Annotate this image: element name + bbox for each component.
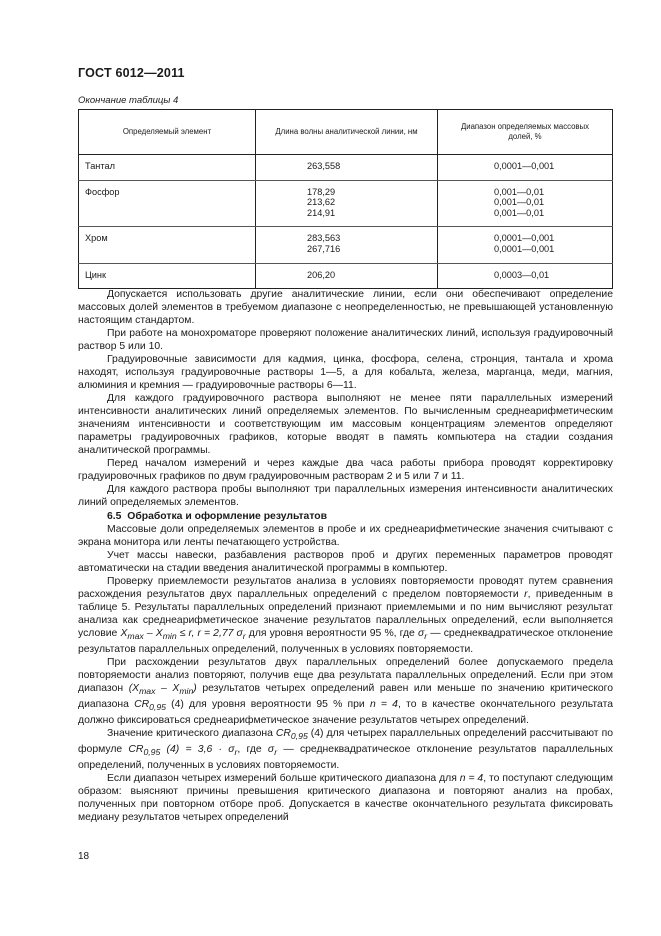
wavelength-value: 263,558: [307, 161, 341, 171]
section-number: 6.5: [107, 511, 122, 522]
wavelength-value: 283,563: [307, 233, 341, 244]
table-row: [79, 263, 613, 289]
column-header-element: Определяемый элемент: [79, 110, 256, 155]
element-name: Цинк: [85, 269, 107, 280]
math-n: n = 4: [369, 699, 398, 711]
document-body: [78, 288, 613, 824]
wavelength-value: 213,62: [307, 197, 336, 208]
paragraph-repeatability: Проверку приемлемости результатов анализа в условиях повторяемости проводят путем сравнения расхождения результатов двух параллельных определений с пределом повторяемости r, приведенным в таблице 5. Результаты параллельных определений признают приемлемыми и по ним вычисляют результат анализа как среднеарифметическое значение результатов параллельных определений, если выполняется условие $X_{max} - X_{min} \le r$, r = 2,77 $\sigma_r$ для уровня вероятности 95 %, где $\sigma_r$ — среднеквадратическое отклонение результатов параллельных определений, полученных в условиях повторяемости.: [78, 576, 614, 656]
page-number: 18: [78, 851, 90, 862]
wavelength-value: 206,20: [307, 269, 336, 280]
math-cr: $CR_{0,95}$: [134, 699, 166, 713]
range-value: 0,0001—0,001: [494, 233, 555, 244]
document-header: ГОСТ 6012—2011: [78, 66, 185, 80]
wavelength-value: 214,91: [307, 207, 336, 218]
element-name: Тантал: [85, 161, 115, 171]
range-value: 0,001—0,01: [494, 197, 545, 208]
paragraph: Перед началом измерений и через каждые два часа работы прибора проводят корректировку градуировочных графиков по двум градуировочным растворам 2 и 5 или 7 и 11.: [78, 458, 613, 482]
element-name: Фосфор: [85, 186, 120, 197]
paragraph-discrepancy: При расхождении результатов двух параллельных определений более допускаемого предела повторяемости анализ повторяют, получив еще два результата параллельных определений. Если при этом диапазон $(X_{max} - X_{min})$ результатов четырех определений равен или меньше по значению критического диапазона $CR_{0,95}$ (4) для уровня вероятности 95 % при n = 4, то в качестве окончательного результата должно фиксироваться среднеарифметическое значение результатов четырех определений.: [78, 657, 613, 727]
range-value: 0,0001—0,001: [494, 161, 555, 171]
paragraph: При работе на монохроматоре проверяют положение аналитических линий, используя градуировочный раствор 5 или 10.: [78, 328, 613, 352]
table-row: [79, 180, 613, 227]
math-range: $(X_{max} - X_{min})$: [128, 683, 197, 697]
paragraph-median: Если диапазон четырех измерений больше критического диапазона для n = 4, то поступают следующим образом: выясняют причины превышения критического диапазона и повторяют анализ на пробах, полученных при повторном отборе проб. Допускается в качестве окончательного результата фиксировать медиану результатов четырех определений: [78, 773, 613, 824]
paragraph: Массовые доли определяемых элементов в пробе и их среднеарифметические значения считывают с экрана монитора или ленты печатающего устройства.: [78, 524, 613, 548]
paragraph: Для каждого раствора пробы выполняют три параллельных измерения интенсивности аналитических линий определяемых элементов.: [78, 484, 613, 508]
column-header-range: Диапазон определяемых массовых долей, %: [438, 110, 613, 155]
element-name: Хром: [85, 233, 108, 244]
column-header-wavelength: Длина волны аналитической линии, нм: [256, 110, 438, 155]
paragraph: Для каждого градуировочного раствора выполняют не менее пяти параллельных измерений интенсивности аналитических линий определяемых элементов. По вычисленным среднеарифметическим значениям интенсивности и соответствующим им массовым концентрациям элементов определяют параметры градуировочных графиков, которые вводят в память компьютера на стадии создания аналитической программы.: [78, 393, 613, 456]
table-caption: Окончание таблицы 4: [78, 95, 179, 106]
range-value: 0,0003—0,01: [494, 269, 550, 280]
math-sigma: $\sigma_r$: [417, 628, 428, 642]
paragraph: Градуировочные зависимости для кадмия, цинка, фосфора, селена, стронция, тантала и хрома находят, используя градуировочные растворы 1—5, а для кобальта, железа, марганца, меди, магния, алюминия и кремния — градуировочные растворы 6—11.: [78, 354, 613, 391]
table-header-row: [79, 110, 613, 155]
range-value: 0,001—0,01: [494, 207, 545, 218]
range-value: 0,0001—0,001: [494, 243, 555, 254]
table-row: [79, 227, 613, 263]
section-heading: [78, 510, 613, 523]
wavelength-value: 267,716: [307, 243, 341, 254]
paragraph: Допускается использовать другие аналитические линии, если они обеспечивают определение массовых долей элементов в требуемом диапазоне с неопределенностью, не превышающей установленную настоящим стандартом.: [78, 289, 613, 326]
paragraph-critical-range: Значение критического диапазона $CR_{0,95}$ (4) для четырех параллельных определений рассчитывают по формуле $CR_{0,95}$ $(4) = 3,6 \cdot \sigma_r$, где $\sigma_r$ — среднеквадратическое отклонение результатов параллельных определений, полученных в условиях повторяемости.: [78, 728, 613, 772]
table-row: [79, 155, 613, 181]
section-title: Обработка и оформление результатов: [127, 511, 328, 522]
range-value: 0,001—0,01: [494, 186, 545, 197]
elements-table: [78, 109, 613, 289]
math-condition: $X_{max} - X_{min} \le r$, r = 2,77 $\sigma_r$: [120, 628, 246, 642]
math-formula: $CR_{0,95}$ $(4) = 3,6 \cdot \sigma_r$: [128, 744, 238, 758]
math-r: r: [524, 589, 528, 600]
wavelength-value: 178,29: [307, 186, 336, 197]
paragraph: Учет массы навески, разбавления растворов проб и других переменных параметров проводят автоматически на стадии введения аналитической программы в компьютер.: [78, 550, 613, 574]
